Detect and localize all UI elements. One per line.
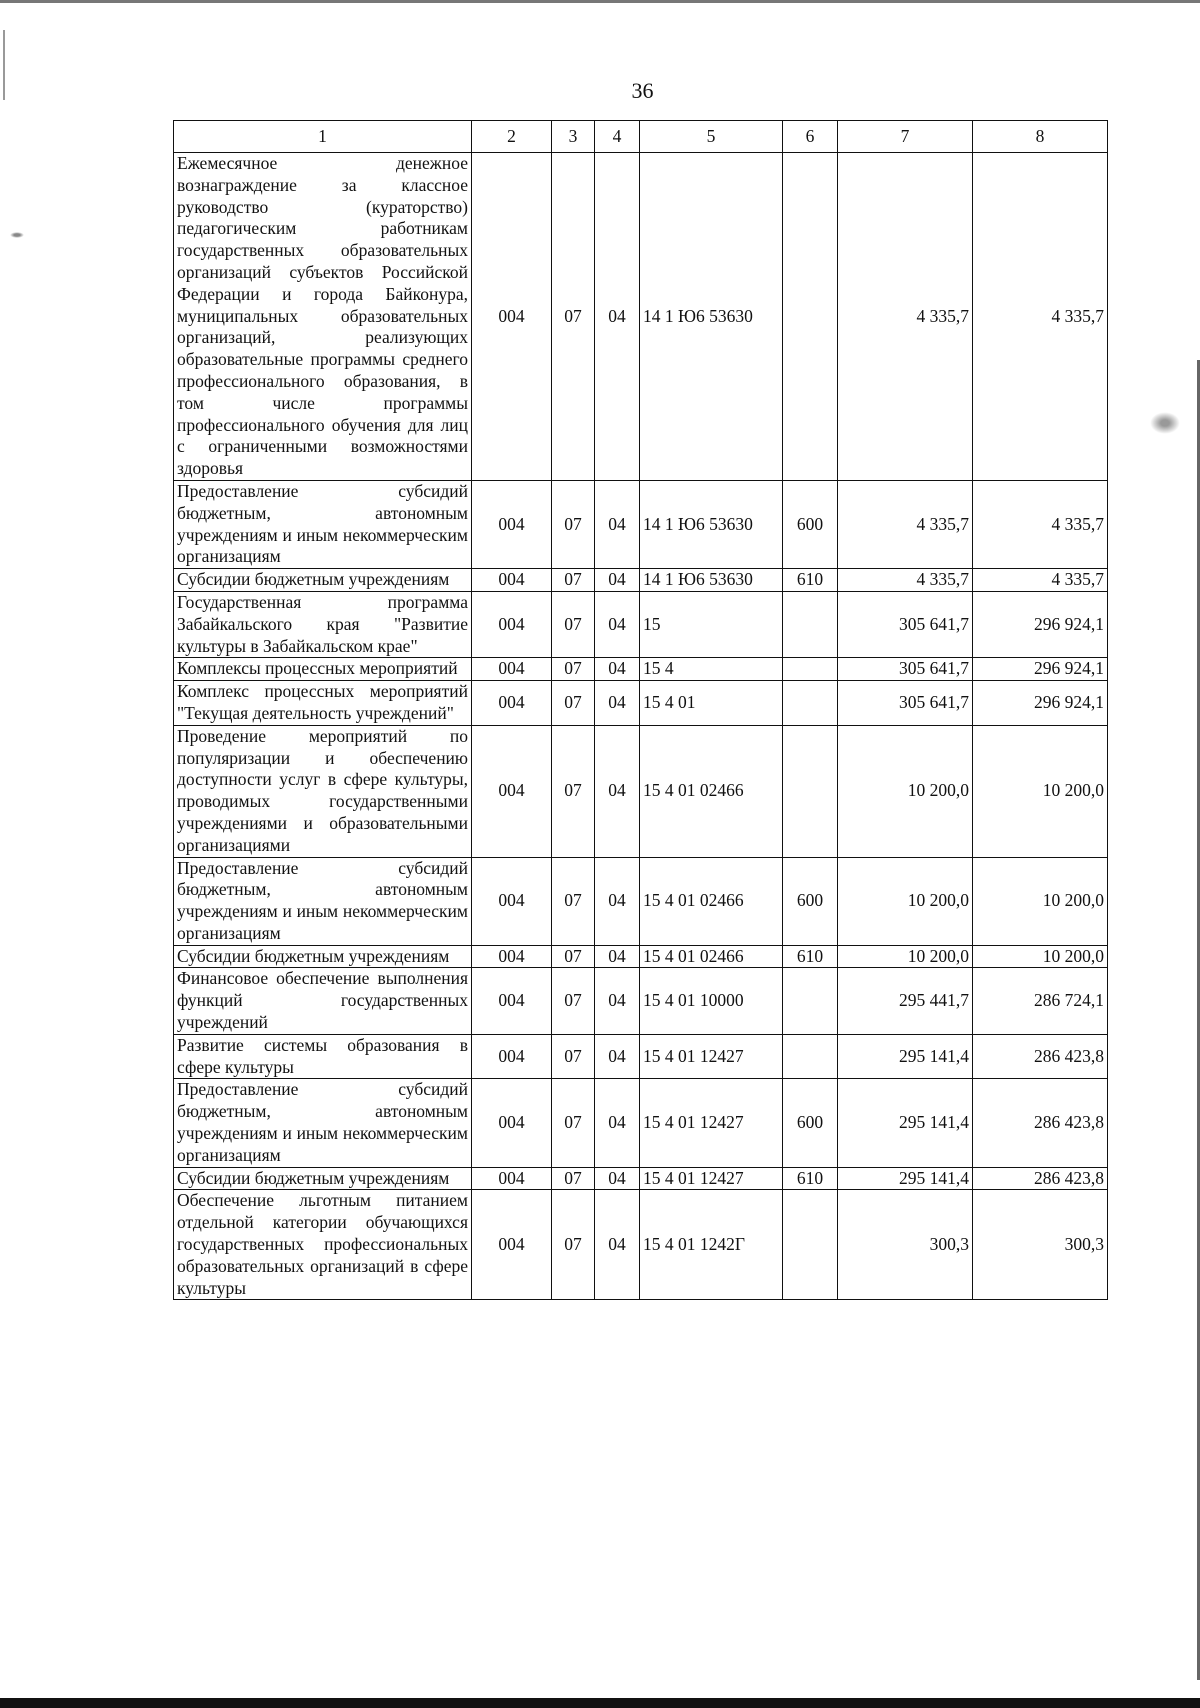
row-col-2: 004 bbox=[472, 480, 552, 568]
row-name: Государственная программа Забайкальского края "Развитие культуры в Забайкальском крае" bbox=[174, 591, 472, 657]
table-row bbox=[174, 857, 1108, 945]
row-col-2: 004 bbox=[472, 725, 552, 857]
row-name: Предоставление субсидий бюджетным, автономным учреждениям и иным некоммерческим организациям bbox=[174, 857, 472, 945]
table-row bbox=[174, 658, 1108, 681]
table-row bbox=[174, 1034, 1108, 1079]
row-col-6 bbox=[783, 153, 838, 481]
row-col-5: 15 4 bbox=[640, 658, 783, 681]
row-col-5: 15 4 01 12427 bbox=[640, 1034, 783, 1079]
table-row bbox=[174, 569, 1108, 592]
scan-speck bbox=[10, 232, 24, 238]
row-col-3: 07 bbox=[552, 658, 595, 681]
row-col-2: 004 bbox=[472, 658, 552, 681]
row-col-5: 15 4 01 02466 bbox=[640, 857, 783, 945]
row-col-8: 286 423,8 bbox=[973, 1079, 1108, 1167]
row-col-5: 15 4 01 02466 bbox=[640, 945, 783, 968]
row-col-6: 610 bbox=[783, 1167, 838, 1190]
row-name: Проведение мероприятий по популяризации и обеспечению доступности услуг в сфере культуры, проводимых государственными учреждениями и образовательными организациями bbox=[174, 725, 472, 857]
row-col-8: 4 335,7 bbox=[973, 569, 1108, 592]
row-col-8: 4 335,7 bbox=[973, 480, 1108, 568]
row-col-2: 004 bbox=[472, 1034, 552, 1079]
header-cell: 1 bbox=[174, 121, 472, 153]
row-col-5: 15 4 01 12427 bbox=[640, 1079, 783, 1167]
row-col-8: 296 924,1 bbox=[973, 658, 1108, 681]
row-col-7: 4 335,7 bbox=[838, 480, 973, 568]
row-col-2: 004 bbox=[472, 153, 552, 481]
row-col-4: 04 bbox=[595, 725, 640, 857]
row-col-5: 15 4 01 1242Г bbox=[640, 1190, 783, 1300]
row-col-2: 004 bbox=[472, 591, 552, 657]
row-col-7: 10 200,0 bbox=[838, 725, 973, 857]
row-col-3: 07 bbox=[552, 857, 595, 945]
row-col-7: 295 141,4 bbox=[838, 1079, 973, 1167]
table-row bbox=[174, 725, 1108, 857]
row-name: Комплексы процессных мероприятий bbox=[174, 658, 472, 681]
row-col-4: 04 bbox=[595, 480, 640, 568]
table-row bbox=[174, 968, 1108, 1034]
row-col-5: 14 1 Ю6 53630 bbox=[640, 153, 783, 481]
row-col-5: 14 1 Ю6 53630 bbox=[640, 569, 783, 592]
row-col-6 bbox=[783, 968, 838, 1034]
row-col-6: 600 bbox=[783, 480, 838, 568]
table-row bbox=[174, 1079, 1108, 1167]
row-name: Ежемесячное денежное вознаграждение за классное руководство (кураторство) педагогическим работникам государственных образовательных организаций субъектов Российской Федерации и города Байконура, муниципальных образовательных организаций, реализующих образовательные программы среднего профессионального образования, в том числе программы профессионального обучения для лиц с ограниченными возможностями здоровья bbox=[174, 153, 472, 481]
row-col-4: 04 bbox=[595, 1190, 640, 1300]
row-col-8: 300,3 bbox=[973, 1190, 1108, 1300]
row-col-6: 610 bbox=[783, 945, 838, 968]
row-col-6 bbox=[783, 658, 838, 681]
row-col-3: 07 bbox=[552, 1079, 595, 1167]
row-col-3: 07 bbox=[552, 945, 595, 968]
row-col-4: 04 bbox=[595, 857, 640, 945]
row-col-2: 004 bbox=[472, 569, 552, 592]
row-col-4: 04 bbox=[595, 968, 640, 1034]
row-col-5: 15 4 01 12427 bbox=[640, 1167, 783, 1190]
row-col-6 bbox=[783, 681, 838, 726]
row-col-2: 004 bbox=[472, 1079, 552, 1167]
row-col-4: 04 bbox=[595, 569, 640, 592]
scan-edge-bottom bbox=[0, 1698, 1200, 1708]
row-col-6: 600 bbox=[783, 857, 838, 945]
row-col-4: 04 bbox=[595, 945, 640, 968]
header-cell: 8 bbox=[973, 121, 1108, 153]
row-col-5: 15 bbox=[640, 591, 783, 657]
row-col-2: 004 bbox=[472, 1167, 552, 1190]
table-row bbox=[174, 591, 1108, 657]
row-name: Субсидии бюджетным учреждениям bbox=[174, 945, 472, 968]
table-row bbox=[174, 945, 1108, 968]
row-name: Комплекс процессных мероприятий "Текущая деятельность учреждений" bbox=[174, 681, 472, 726]
row-col-4: 04 bbox=[595, 153, 640, 481]
header-cell: 6 bbox=[783, 121, 838, 153]
row-col-7: 10 200,0 bbox=[838, 945, 973, 968]
row-col-3: 07 bbox=[552, 681, 595, 726]
table-row bbox=[174, 1167, 1108, 1190]
row-col-3: 07 bbox=[552, 1167, 595, 1190]
row-col-6 bbox=[783, 1034, 838, 1079]
row-col-6 bbox=[783, 591, 838, 657]
row-col-4: 04 bbox=[595, 681, 640, 726]
row-col-7: 305 641,7 bbox=[838, 591, 973, 657]
table-row bbox=[174, 681, 1108, 726]
header-cell: 7 bbox=[838, 121, 973, 153]
row-col-5: 15 4 01 10000 bbox=[640, 968, 783, 1034]
row-col-7: 4 335,7 bbox=[838, 153, 973, 481]
scan-edge-top bbox=[0, 0, 1200, 3]
table-row bbox=[174, 153, 1108, 481]
row-col-6 bbox=[783, 1190, 838, 1300]
row-col-3: 07 bbox=[552, 968, 595, 1034]
row-col-8: 10 200,0 bbox=[973, 725, 1108, 857]
row-col-8: 286 423,8 bbox=[973, 1034, 1108, 1079]
row-name: Обеспечение льготным питанием отдельной категории обучающихся государственных профессиональных образовательных организаций в сфере культуры bbox=[174, 1190, 472, 1300]
row-col-3: 07 bbox=[552, 1034, 595, 1079]
row-col-8: 286 724,1 bbox=[973, 968, 1108, 1034]
row-col-6 bbox=[783, 725, 838, 857]
row-col-8: 4 335,7 bbox=[973, 153, 1108, 481]
row-col-3: 07 bbox=[552, 725, 595, 857]
row-col-7: 300,3 bbox=[838, 1190, 973, 1300]
row-name: Предоставление субсидий бюджетным, автономным учреждениям и иным некоммерческим организациям bbox=[174, 480, 472, 568]
row-col-8: 10 200,0 bbox=[973, 857, 1108, 945]
header-cell: 3 bbox=[552, 121, 595, 153]
row-col-5: 15 4 01 02466 bbox=[640, 725, 783, 857]
row-col-8: 296 924,1 bbox=[973, 591, 1108, 657]
row-col-6: 600 bbox=[783, 1079, 838, 1167]
table-header-row bbox=[174, 121, 1108, 153]
row-name: Предоставление субсидий бюджетным, автономным учреждениям и иным некоммерческим организациям bbox=[174, 1079, 472, 1167]
row-col-4: 04 bbox=[595, 1034, 640, 1079]
row-col-7: 4 335,7 bbox=[838, 569, 973, 592]
header-cell: 2 bbox=[472, 121, 552, 153]
row-col-7: 295 141,4 bbox=[838, 1034, 973, 1079]
row-name: Субсидии бюджетным учреждениям bbox=[174, 569, 472, 592]
row-col-8: 10 200,0 bbox=[973, 945, 1108, 968]
table-row bbox=[174, 480, 1108, 568]
row-col-5: 14 1 Ю6 53630 bbox=[640, 480, 783, 568]
row-col-3: 07 bbox=[552, 1190, 595, 1300]
page-number: 36 bbox=[631, 78, 654, 103]
header-cell: 4 bbox=[595, 121, 640, 153]
row-col-7: 305 641,7 bbox=[838, 658, 973, 681]
row-col-7: 10 200,0 bbox=[838, 857, 973, 945]
row-col-7: 295 441,7 bbox=[838, 968, 973, 1034]
table-row bbox=[174, 1190, 1108, 1300]
row-col-4: 04 bbox=[595, 1167, 640, 1190]
header-cell: 5 bbox=[640, 121, 783, 153]
scan-speck bbox=[1150, 412, 1180, 434]
row-col-8: 286 423,8 bbox=[973, 1167, 1108, 1190]
row-col-2: 004 bbox=[472, 945, 552, 968]
row-name: Субсидии бюджетным учреждениям bbox=[174, 1167, 472, 1190]
row-col-2: 004 bbox=[472, 681, 552, 726]
row-col-3: 07 bbox=[552, 153, 595, 481]
row-col-3: 07 bbox=[552, 569, 595, 592]
row-col-7: 295 141,4 bbox=[838, 1167, 973, 1190]
row-col-2: 004 bbox=[472, 968, 552, 1034]
row-col-7: 305 641,7 bbox=[838, 681, 973, 726]
row-col-3: 07 bbox=[552, 591, 595, 657]
row-name: Развитие системы образования в сфере культуры bbox=[174, 1034, 472, 1079]
budget-table bbox=[173, 120, 1108, 1300]
row-col-6: 610 bbox=[783, 569, 838, 592]
row-col-3: 07 bbox=[552, 480, 595, 568]
row-name: Финансовое обеспечение выполнения функций государственных учреждений bbox=[174, 968, 472, 1034]
row-col-2: 004 bbox=[472, 857, 552, 945]
row-col-4: 04 bbox=[595, 658, 640, 681]
row-col-8: 296 924,1 bbox=[973, 681, 1108, 726]
row-col-2: 004 bbox=[472, 1190, 552, 1300]
row-col-4: 04 bbox=[595, 1079, 640, 1167]
row-col-5: 15 4 01 bbox=[640, 681, 783, 726]
row-col-4: 04 bbox=[595, 591, 640, 657]
